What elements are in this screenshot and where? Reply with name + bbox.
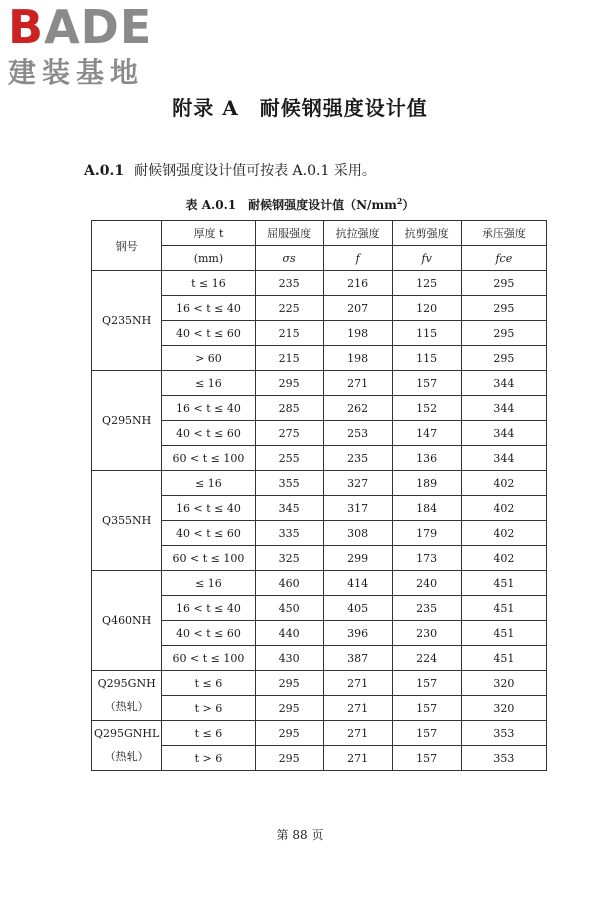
- table-header-row-1: [92, 221, 547, 246]
- grade-cell: [92, 671, 162, 721]
- tensile-cell: 262: [323, 396, 392, 421]
- bearing-cell: 402: [461, 546, 546, 571]
- bearing-cell: 320: [461, 696, 546, 721]
- tensile-cell: 405: [323, 596, 392, 621]
- thickness-cell: 40 < t ≤ 60: [162, 521, 255, 546]
- tensile-cell: 271: [323, 721, 392, 746]
- thickness-cell: ≤ 16: [162, 571, 255, 596]
- header-bearing: 承压强度: [461, 221, 546, 246]
- yield-cell: 450: [255, 596, 323, 621]
- table-caption-end: ）: [402, 198, 415, 212]
- clause-text: 耐候钢强度设计值可按表 A.0.1 采用。: [134, 163, 376, 179]
- bearing-cell: 451: [461, 646, 546, 671]
- tensile-cell: 253: [323, 421, 392, 446]
- yield-cell: 335: [255, 521, 323, 546]
- table-caption: [0, 196, 600, 213]
- grade-note: （热轧）: [104, 750, 149, 763]
- tensile-cell: 317: [323, 496, 392, 521]
- thickness-cell: 16 < t ≤ 40: [162, 396, 255, 421]
- yield-cell: 235: [255, 271, 323, 296]
- clause-a01: [84, 160, 376, 180]
- grade-cell: [92, 471, 162, 571]
- tensile-cell: 271: [323, 746, 392, 771]
- table-row: [92, 371, 547, 396]
- logo-subtitle: 建装基地: [8, 56, 145, 89]
- shear-cell: 125: [392, 271, 461, 296]
- header-yield-symbol: σs: [255, 246, 323, 271]
- yield-cell: 430: [255, 646, 323, 671]
- thickness-cell: t ≤ 16: [162, 271, 255, 296]
- shear-cell: 179: [392, 521, 461, 546]
- bearing-cell: 344: [461, 446, 546, 471]
- bearing-cell: 295: [461, 296, 546, 321]
- header-thickness-unit: (mm): [162, 246, 255, 271]
- thickness-cell: ≤ 16: [162, 371, 255, 396]
- yield-cell: 215: [255, 346, 323, 371]
- tensile-cell: 216: [323, 271, 392, 296]
- clause-number: A.0.1: [84, 163, 125, 179]
- table-caption-sup: 2: [396, 196, 403, 206]
- table-row: [92, 471, 547, 496]
- grade-cell: [92, 571, 162, 671]
- grade-name: Q295GNH: [97, 677, 156, 690]
- thickness-cell: t > 6: [162, 696, 255, 721]
- tensile-cell: 207: [323, 296, 392, 321]
- shear-cell: 115: [392, 321, 461, 346]
- table-row: [92, 671, 547, 696]
- shear-cell: 189: [392, 471, 461, 496]
- strength-table: [91, 220, 547, 771]
- header-shear: 抗剪强度: [392, 221, 461, 246]
- thickness-cell: ≤ 16: [162, 471, 255, 496]
- header-bearing-symbol: fce: [461, 246, 546, 271]
- bearing-cell: 295: [461, 346, 546, 371]
- thickness-cell: 60 < t ≤ 100: [162, 646, 255, 671]
- bearing-cell: 344: [461, 396, 546, 421]
- shear-cell: 120: [392, 296, 461, 321]
- yield-cell: 285: [255, 396, 323, 421]
- shear-cell: 147: [392, 421, 461, 446]
- bearing-cell: 451: [461, 621, 546, 646]
- logo-letter-b: B: [8, 0, 45, 54]
- logo-wordmark: [8, 0, 178, 54]
- bearing-cell: 320: [461, 671, 546, 696]
- yield-cell: 255: [255, 446, 323, 471]
- bade-logo: [8, 0, 178, 90]
- yield-cell: 215: [255, 321, 323, 346]
- bearing-cell: 295: [461, 271, 546, 296]
- yield-cell: 295: [255, 746, 323, 771]
- grade-name: Q295NH: [102, 414, 152, 427]
- thickness-cell: t ≤ 6: [162, 671, 255, 696]
- grade-note: （热轧）: [104, 700, 149, 713]
- header-shear-symbol: fv: [392, 246, 461, 271]
- grade-cell: [92, 371, 162, 471]
- yield-cell: 440: [255, 621, 323, 646]
- tensile-cell: 198: [323, 346, 392, 371]
- tensile-cell: 198: [323, 321, 392, 346]
- thickness-cell: > 60: [162, 346, 255, 371]
- appendix-title: 附录 A 耐候钢强度设计值: [172, 96, 428, 120]
- thickness-cell: 16 < t ≤ 40: [162, 496, 255, 521]
- tensile-cell: 271: [323, 671, 392, 696]
- yield-cell: 325: [255, 546, 323, 571]
- yield-cell: 295: [255, 721, 323, 746]
- tensile-cell: 308: [323, 521, 392, 546]
- shear-cell: 157: [392, 696, 461, 721]
- table-caption-text: 表 A.0.1 耐候钢强度设计值（N/mm: [185, 198, 397, 212]
- grade-cell: [92, 721, 162, 771]
- yield-cell: 295: [255, 696, 323, 721]
- shear-cell: 157: [392, 746, 461, 771]
- tensile-cell: 271: [323, 696, 392, 721]
- shear-cell: 224: [392, 646, 461, 671]
- table-row: [92, 721, 547, 746]
- header-tensile-symbol: f: [323, 246, 392, 271]
- grade-name: Q355NH: [102, 514, 152, 527]
- yield-cell: 275: [255, 421, 323, 446]
- shear-cell: 152: [392, 396, 461, 421]
- grade-name: Q235NH: [102, 314, 152, 327]
- table-row: [92, 571, 547, 596]
- thickness-cell: t ≤ 6: [162, 721, 255, 746]
- tensile-cell: 387: [323, 646, 392, 671]
- bearing-cell: 451: [461, 596, 546, 621]
- grade-cell: [92, 271, 162, 371]
- bearing-cell: 344: [461, 421, 546, 446]
- bearing-cell: 402: [461, 521, 546, 546]
- header-tensile: 抗拉强度: [323, 221, 392, 246]
- yield-cell: 460: [255, 571, 323, 596]
- shear-cell: 235: [392, 596, 461, 621]
- thickness-cell: 16 < t ≤ 40: [162, 296, 255, 321]
- tensile-cell: 235: [323, 446, 392, 471]
- bearing-cell: 353: [461, 721, 546, 746]
- grade-name: Q295GNHL: [94, 727, 160, 740]
- bearing-cell: 402: [461, 496, 546, 521]
- yield-cell: 225: [255, 296, 323, 321]
- tensile-cell: 396: [323, 621, 392, 646]
- yield-cell: 355: [255, 471, 323, 496]
- yield-cell: 295: [255, 671, 323, 696]
- bearing-cell: 353: [461, 746, 546, 771]
- grade-name: Q460NH: [102, 614, 152, 627]
- bearing-cell: 402: [461, 471, 546, 496]
- header-grade: 钢号: [92, 221, 162, 271]
- shear-cell: 136: [392, 446, 461, 471]
- tensile-cell: 414: [323, 571, 392, 596]
- yield-cell: 345: [255, 496, 323, 521]
- yield-cell: 295: [255, 371, 323, 396]
- shear-cell: 240: [392, 571, 461, 596]
- header-yield: 屈服强度: [255, 221, 323, 246]
- table-row: [92, 271, 547, 296]
- thickness-cell: 60 < t ≤ 100: [162, 546, 255, 571]
- thickness-cell: 40 < t ≤ 60: [162, 321, 255, 346]
- thickness-cell: 16 < t ≤ 40: [162, 596, 255, 621]
- bearing-cell: 451: [461, 571, 546, 596]
- shear-cell: 157: [392, 721, 461, 746]
- shear-cell: 184: [392, 496, 461, 521]
- tensile-cell: 327: [323, 471, 392, 496]
- bearing-cell: 344: [461, 371, 546, 396]
- page-number: 第 88 页: [276, 828, 324, 842]
- shear-cell: 230: [392, 621, 461, 646]
- logo-letters-ade: ADE: [44, 0, 153, 54]
- thickness-cell: 40 < t ≤ 60: [162, 421, 255, 446]
- shear-cell: 115: [392, 346, 461, 371]
- shear-cell: 157: [392, 371, 461, 396]
- thickness-cell: t > 6: [162, 746, 255, 771]
- thickness-cell: 40 < t ≤ 60: [162, 621, 255, 646]
- tensile-cell: 271: [323, 371, 392, 396]
- thickness-cell: 60 < t ≤ 100: [162, 446, 255, 471]
- shear-cell: 173: [392, 546, 461, 571]
- shear-cell: 157: [392, 671, 461, 696]
- tensile-cell: 299: [323, 546, 392, 571]
- header-thickness: 厚度 t: [162, 221, 255, 246]
- bearing-cell: 295: [461, 321, 546, 346]
